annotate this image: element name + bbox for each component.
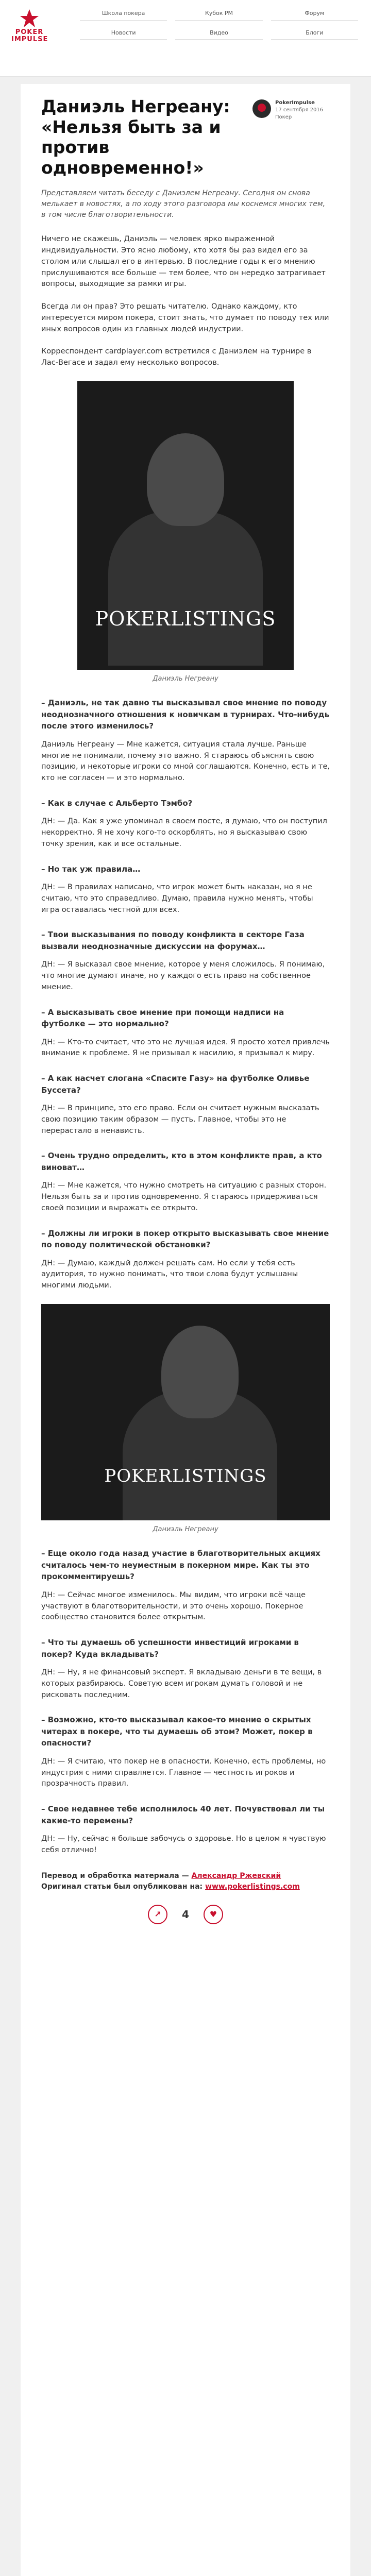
author-section: Покер xyxy=(275,114,292,120)
question: – Что ты думаешь об успешности инвестиций игроками в покер? Куда вкладывать? xyxy=(41,1638,299,1659)
article xyxy=(21,84,350,2576)
article-lead: Представляем читать беседу с Даниэлем Негреану. Сегодня он снова мелькает в новостях, а по ходу этого разговора мы коснемся многих тем, в том числе благотворительности. xyxy=(41,189,326,219)
header xyxy=(0,0,371,77)
star-logo-icon xyxy=(19,8,40,29)
article-credits xyxy=(41,1871,330,1892)
photo-caption: Даниэль Негреану xyxy=(153,1525,218,1533)
qa-block-2 xyxy=(41,1548,330,1856)
paragraph: Корреспондент cardplayer.com встретился с Даниэлем на турнире в Лас-Вегасе и задал ему несколько вопросов. xyxy=(41,347,312,367)
photo-figure-head xyxy=(147,433,224,526)
logo-text: POKER IMPULSE xyxy=(11,28,48,44)
credit-translation xyxy=(41,1871,330,1882)
photo-negreanu-2 xyxy=(41,1304,330,1520)
like-counter: 4 xyxy=(182,1908,189,1921)
author-date: 17 сентября 2016 xyxy=(275,107,324,113)
answer: ДН: — Мне кажется, что нужно смотреть на ситуацию с разных сторон. Нельзя быть за и против одновременно. Я стараюсь придерживаться своей позиции и выражать ее открыто. xyxy=(41,1181,327,1212)
answer: ДН: — Думаю, каждый должен решать сам. Но если у тебя есть аудитория, то нужно понимать, что твои слова будут услышаны многими людьми. xyxy=(41,1259,298,1290)
question: – Возможно, кто-то высказывал какое-то мнение о скрытых читерах в покере, что ты думаешь об этом? Может, покер в опасности? xyxy=(41,1715,313,1748)
photo-figure-body xyxy=(108,511,263,666)
photo-watermark: POKERLISTINGS xyxy=(95,607,276,630)
author-name: PokerImpulse xyxy=(275,100,315,106)
answer: Даниэль Негреану — Мне кажется, ситуация стала лучше. Раньше многие не понимали, почему это важно. Я стараюсь объяснять свою позицию, и некоторые игроки со мной соглашаются. Конечно, есть и те, кто не согласен — и это нормально. xyxy=(41,740,330,783)
author-block[interactable] xyxy=(252,99,330,121)
like-icon[interactable]: ♥ xyxy=(204,1905,223,1924)
question: – Очень трудно определить, кто в этом конфликте прав, а кто виноват… xyxy=(41,1151,322,1172)
paragraph: Ничего не скажешь, Даниэль — человек ярко выраженной индивидуальности. Это ясно любому, кто хотя бы раз видел его за столом или слышал его в интервью. В последние годы к его мнению прислушиваются все больше — тем более, что он нередко затрагивает вопросы, выходящие за рамки игры. xyxy=(41,235,326,289)
credit-translator-link[interactable]: Александр Ржевский xyxy=(191,1871,281,1880)
credit-source xyxy=(41,1882,330,1892)
nav-blogs[interactable]: Блоги xyxy=(271,27,358,40)
answer: ДН: — Да. Как я уже упоминал в своем посте, я думаю, что он поступил некорректно. Я не хочу кого-то оскорблять, но я высказываю свою точку зрения, как и все остальные. xyxy=(41,817,327,848)
answer: ДН: — Я высказал свое мнение, которое у меня сложилось. Я понимаю, что многие думают иначе, но у каждого есть право на собственное мнение. xyxy=(41,960,325,991)
answer: ДН: — В принципе, это его право. Если он считает нужным высказать свою позицию таким образом — пусть. Главное, чтобы это не перерастало в ненависть. xyxy=(41,1104,319,1135)
site-logo[interactable] xyxy=(11,8,47,44)
qa-block-1 xyxy=(41,697,330,1292)
credit-label: Оригинал статьи был опубликован на: xyxy=(41,1882,206,1891)
nav-forum[interactable]: Форум xyxy=(271,7,358,21)
share-icon[interactable]: ↗ xyxy=(148,1905,167,1924)
paragraph: Всегда ли он прав? Это решать читателю. Однако каждому, кто интересуется миром покера, стоит знать, что думает по поводу тех или иных вопросов один из главных людей индустрии. xyxy=(41,302,329,333)
answer: ДН: — Ну, я не финансовый эксперт. Я вкладываю деньги в те вещи, в которых разбираюсь. Советую всем игрокам думать головой и не рисковать последним. xyxy=(41,1668,322,1699)
avatar xyxy=(252,99,271,118)
answer: ДН: — Кто-то считает, что это не лучшая идея. Я просто хотел привлечь внимание к проблеме. Я не призывал к насилию, я призывал к миру. xyxy=(41,1038,330,1058)
question: – Твои высказывания по поводу конфликта в секторе Газа вызвали неоднозначные дискуссии на форумах… xyxy=(41,930,305,951)
answer: ДН: — Сейчас многое изменилось. Мы видим, что игроки всё чаще участвуют в благотворительности, и это очень хорошо. Покерное сообщество становится более открытым. xyxy=(41,1590,306,1622)
nav-news[interactable]: Новости xyxy=(80,27,167,40)
article-title: Даниэль Негреану: «Нельзя быть за и против одновременно!» xyxy=(41,96,230,178)
question: – Как в случае с Альберто Тэмбо? xyxy=(41,798,193,808)
photo-figure-head xyxy=(161,1326,239,1418)
photo-negreanu xyxy=(77,381,294,670)
nav-video[interactable]: Видео xyxy=(175,27,262,40)
photo-watermark: POKERLISTINGS xyxy=(104,1465,267,1486)
photo-caption: Даниэль Негреану xyxy=(153,674,218,683)
nav-school[interactable]: Школа покера xyxy=(80,7,167,21)
main-nav xyxy=(80,7,358,40)
credit-source-link[interactable]: www.pokerlistings.com xyxy=(205,1882,300,1891)
question: – Но так уж правила… xyxy=(41,864,141,874)
answer: ДН: — Я считаю, что покер не в опасности. Конечно, есть проблемы, но индустрия с ними справляется. Главное — честность игроков и прозрачность правил. xyxy=(41,1757,326,1788)
answer: ДН: — В правилах написано, что игрок может быть наказан, но я не считаю, что это справедливо. Думаю, правила нужно менять, чтобы игра оставалась честной для всех. xyxy=(41,883,313,914)
answer: ДН: — Ну, сейчас я больше забочусь о здоровье. Но в целом я чувствую себя отлично! xyxy=(41,1835,326,1854)
question: – Свое недавнее тебе исполнилось 40 лет. Почувствовал ли ты какие-то перемены? xyxy=(41,1804,325,1825)
credit-label: Перевод и обработка материала — xyxy=(41,1871,192,1880)
question: – Даниэль, не так давно ты высказывал свое мнение по поводу неоднозначного отношения к новичкам в турнирах. Что-нибудь после этого изменилось? xyxy=(41,698,330,731)
article-actions xyxy=(41,1905,330,1924)
question: – Еще около года назад участие в благотворительных акциях считалось чем-то неуместным в покерном мире. Как ты это прокомментируешь? xyxy=(41,1549,321,1582)
question: – Должны ли игроки в покер открыто высказывать свое мнение по поводу политической обстановки? xyxy=(41,1228,329,1250)
question: – А как насчет слогана «Спасите Газу» на футболке Оливье Буссета? xyxy=(41,1074,310,1095)
nav-cup[interactable]: Кубок PM xyxy=(175,7,262,21)
question: – А высказывать свое мнение при помощи надписи на футболке — это нормально? xyxy=(41,1007,284,1029)
